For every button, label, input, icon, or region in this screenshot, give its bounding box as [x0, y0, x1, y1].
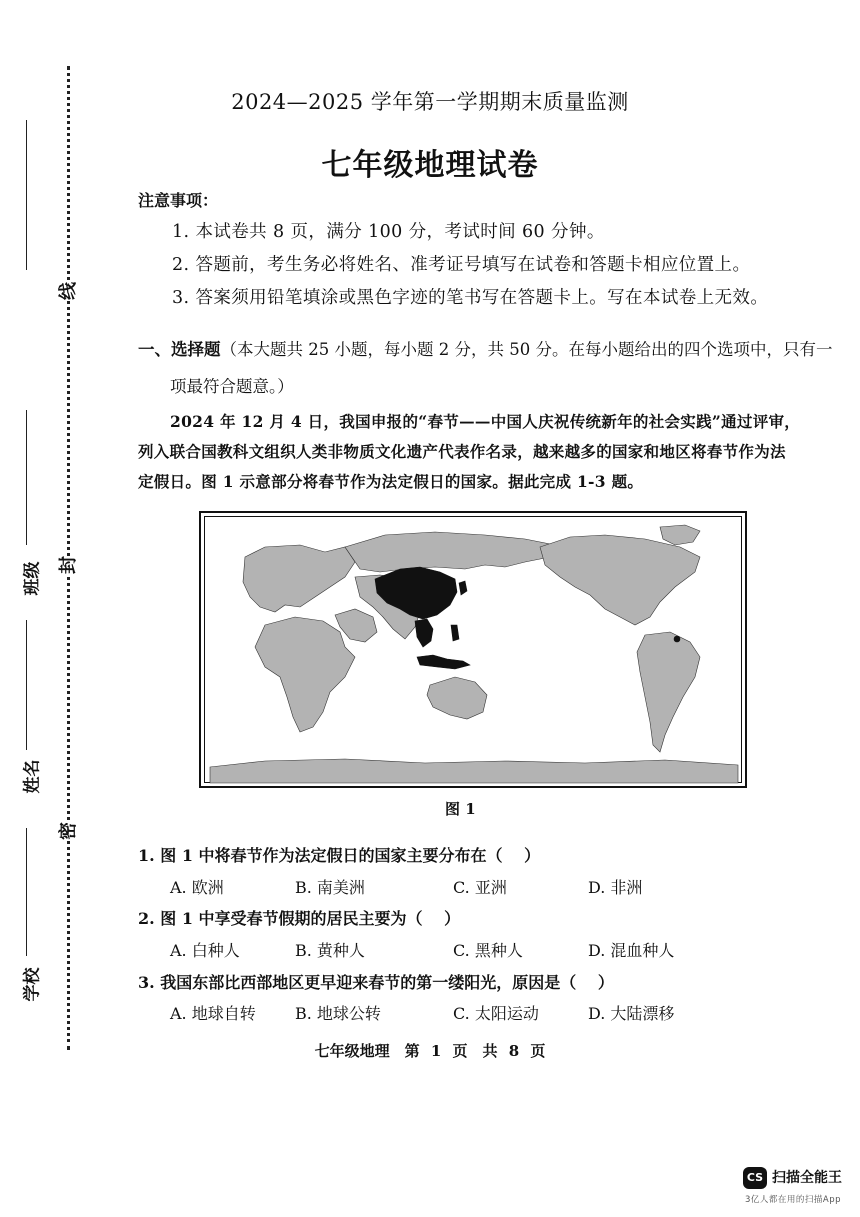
- question-stem: 3. 我国东部比西部地区更早迎来春节的第一缕阳光，原因是（ ）: [138, 973, 614, 992]
- note-item: 3. 答案须用铅笔填涂或黑色字迹的笔书写在答题卡上。写在本试卷上无效。: [172, 288, 769, 308]
- question-stem: 2. 图 1 中享受春节假期的居民主要为（ ）: [138, 909, 461, 928]
- map-europe: [243, 545, 355, 612]
- question-option: D. 非洲: [588, 878, 643, 897]
- passage-line: 列入联合国教科文组织人类非物质文化遗产代表作名录，越来越多的国家和地区将春节作为法: [138, 442, 786, 461]
- map-southeast-asia-highlight: [415, 619, 433, 647]
- margin-school-label: 学校: [22, 967, 43, 1002]
- map-philippines-highlight: [451, 625, 459, 641]
- question-stem: 1. 图 1 中将春节作为法定假日的国家主要分布在（ ）: [138, 846, 541, 865]
- question-option: C. 太阳运动: [453, 1004, 539, 1023]
- passage-line: 定假日。图 1 示意部分将春节作为法定假日的国家。据此完成 1-3 题。: [138, 472, 644, 491]
- margin-blank-line: [26, 410, 27, 545]
- camscanner-app-name: 扫描全能王: [772, 1170, 842, 1186]
- margin-seal-char-mi: 密: [54, 822, 80, 840]
- map-korea-highlight: [459, 581, 467, 595]
- margin-seal-char-feng: 封: [54, 556, 80, 574]
- notes-heading: 注意事项：: [138, 191, 219, 210]
- page-footer: 七年级地理 第 1 页 共 8 页: [314, 1042, 546, 1060]
- camscanner-logo-icon: CS: [743, 1167, 767, 1189]
- note-item: 2. 答题前，考生务必将姓名、准考证号填写在试卷和答题卡相应位置上。: [172, 255, 751, 275]
- question-option: C. 黑种人: [453, 941, 523, 960]
- map-africa: [255, 617, 355, 732]
- world-map-figure: [199, 511, 747, 788]
- question-option: A. 白种人: [170, 941, 240, 960]
- map-south-america: [637, 632, 700, 752]
- question-option: A. 欧洲: [170, 878, 224, 897]
- map-north-asia: [345, 532, 555, 572]
- question-option: B. 黄种人: [295, 941, 365, 960]
- passage-line: 2024 年 12 月 4 日，我国申报的“春节——中国人庆祝传统新年的社会实践”通过评审，: [170, 412, 801, 431]
- exam-header-title: 2024—2025 学年第一学期期末质量监测: [231, 90, 629, 114]
- question-option: A. 地球自转: [170, 1004, 256, 1023]
- question-option: B. 南美洲: [295, 878, 365, 897]
- camscanner-tagline: 3亿人都在用的扫描App: [745, 1195, 842, 1205]
- section-title: 一、选择题: [138, 340, 221, 359]
- note-item: 1. 本试卷共 8 页，满分 100 分，考试时间 60 分钟。: [172, 222, 605, 242]
- margin-seal-char-xian: 线: [54, 282, 80, 300]
- question-option: C. 亚洲: [453, 878, 507, 897]
- margin-blank-line: [26, 620, 27, 750]
- world-map: [205, 517, 743, 784]
- map-australia: [427, 677, 487, 719]
- section-desc: （本大题共 25 小题，每小题 2 分，共 50 分。在每小题给出的四个选项中，只有一: [220, 340, 833, 359]
- question-option: D. 混血种人: [588, 941, 675, 960]
- exam-subject-title: 七年级地理试卷: [321, 148, 539, 183]
- map-antarctica: [210, 759, 738, 783]
- figure-caption: 图 1: [445, 800, 476, 818]
- section-desc-cont: 项最符合题意。）: [170, 377, 294, 396]
- map-indonesia-highlight: [417, 655, 470, 669]
- map-greenland: [660, 525, 700, 545]
- map-south-america-highlight: [674, 636, 680, 642]
- section-heading: [138, 336, 832, 360]
- margin-name-label: 姓名: [22, 759, 43, 794]
- margin-class-label: 班级: [22, 561, 43, 596]
- map-north-america: [540, 535, 700, 625]
- margin-blank-line: [26, 828, 27, 956]
- question-option: D. 大陆漂移: [588, 1004, 675, 1023]
- question-option: B. 地球公转: [295, 1004, 381, 1023]
